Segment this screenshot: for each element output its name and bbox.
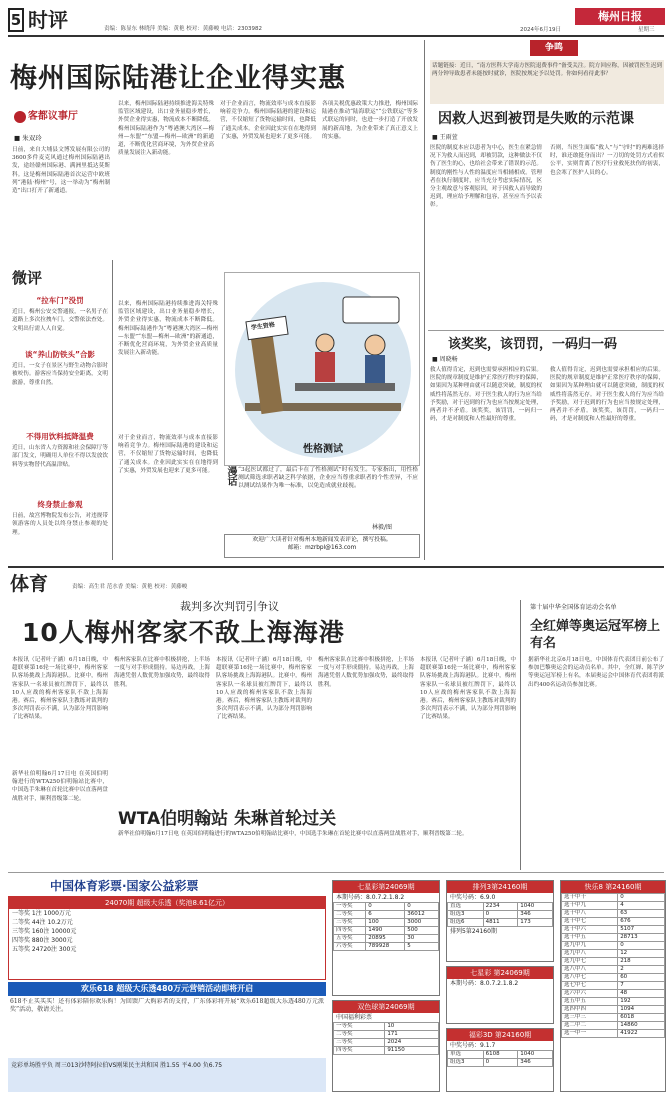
qxc2-numbers: 本期号码：8.0.7.2.1.8.2 (450, 980, 519, 987)
contact-box (224, 534, 420, 558)
editors-line: 责编：陈显东 林晓萍 美编：黄艳 校对：黄藤峻 电话：2303982 (104, 26, 262, 32)
sidebar-item (12, 500, 108, 562)
prize-row: 三等奖 160注 10000元 (12, 928, 77, 935)
masthead-logo: 梅州日报 (575, 8, 665, 25)
double-prize-table: 一等奖 10 二等奖 171 三等奖 2024 四等奖 91150 (333, 1022, 439, 1055)
sports-body: 梅州客家队在比赛中积极拼抢，上半场一度与对手形成僵持。易边再战，上海海港凭借人数优势加强攻势，最终取得胜利。 (318, 657, 414, 688)
article2-body: 救人值得肯定，迟到也需要承担相应的后果。医院的规章制度是维护正常医疗秩序的保障，如果因为某种理由就可以随意突破，制度的权威性将荡然无存。对于医生救人的行为应当给予奖励，对于迟到的行为也应当按规定处理，两者并不矛盾。该奖奖，该罚罚，一码归一码，才是对制度和人性最好的尊重。 (550, 367, 664, 423)
promo-result-text: 竞彩单场胜平负 周三013沙特阿拉伯VS刚果民主共和国 胜1.55 平4.00 负6.75 (11, 1062, 223, 1069)
lead-col2: 以来，梅州国际陆港持续推进海关特殊监管区域建设，出口业务量稳步增长，外贸企业得实惠，物流成本不断降低。梅州国际陆港作为“粤港澳大湾区—梅州—东盟”“东盟—梅州—欧洲”的新通道，不断优化营商环境，为外贸企业高质量发展注入新动能。 (118, 101, 214, 157)
header-weekday: 星期三 (638, 27, 655, 33)
promo-banner: 欢乐618 超级大乐透480万元营销活动即将开启 (8, 982, 326, 996)
lead-title: 梅州国际陆港让企业得实惠 (10, 63, 346, 94)
article2-author: ■ 周晓畅 (432, 356, 458, 363)
pl-box (446, 880, 554, 962)
double-zone: 中国福利彩票 (336, 1014, 373, 1021)
wta-body: 新华社伯明翰6月17日电 在英国伯明翰进行的WTA250伯明翰站比赛中，中国选手朱琳在首轮比赛中以直落两盘战胜对手，顺利晋级第二轮。 (118, 831, 468, 837)
zhengming-intro: 话题链接：近日，“南方医科大学南方医院退费事件”备受关注。院方回应称，因被罚医生迟到两分钟导致患者未能按时就诊，医院按规定予以处罚。你如何看待此事？ (430, 60, 664, 104)
sidebar-item-title: “拉车门”没罚 (36, 296, 84, 305)
sports-body: 本报讯（记者叶子涵）6月18日晚，中超联赛第16轮一场比赛中，梅州客家队客场挑战上海海港队。比赛中，梅州客家队一名球员被红牌罚下，最终以10人应战的梅州客家队不敌上海海港。赛后，梅州客家队主教练对裁判的多次判罚表示不满，认为部分判罚影响了比赛结果。 (420, 657, 516, 721)
prize-row: 二等奖 44注 10.2万元 (12, 919, 73, 926)
qxc2-header: 七星彩 第24069期 (447, 967, 553, 979)
sports-section-title: 体育 (10, 573, 49, 595)
wta-body: 新华社伯明翰6月17日电 在英国伯明翰进行的WTA250伯明翰站比赛中，中国选手朱琳在首轮比赛中以直落两盘战胜对手，顺利晋级第二轮。 (12, 771, 108, 802)
lead-continuation: 以来，梅州国际陆港持续推进海关特殊监管区域建设，出口业务量稳步增长，外贸企业得实惠，物流成本不断降低。梅州国际陆港作为“粤港澳大湾区—梅州—东盟”“东盟—梅州—欧洲”的新通道，不断优化营商环境，为外贸企业高质量发展注入新动能。 (118, 301, 218, 357)
pl3-header: 排列3第24160期 (447, 881, 553, 893)
qxc-box (332, 880, 440, 996)
cartoon-illustration (225, 273, 420, 466)
article1-body: 医院的制度本应以患者为中心，医生在紧急情况下为救人而迟到，却被罚款，这种做法不仅伤了医生的心，也给社会带来了错误的示范。制度的刚性与人性的温度应当相辅相成。管理者在执行制度时，应当充分考虑实际情况，区分主观故意与客观原因，对于因救人而导致的迟到，理应给予理解和包容，甚至应当予以表彰。 (430, 145, 542, 209)
column-badge (14, 110, 106, 126)
lead-author: ■ 朱双玲 (14, 134, 42, 142)
sports-editors: 责编：高生君 范水香 美编：黄艳 校对：黄藤峻 (72, 584, 188, 590)
article1-body: 否则，当医生面临“救人”与“守时”的两难选择时，谁还敢挺身而出？一刀切的处罚方式看似公平，实则背离了医疗行业救死扶伤的初衷，也会寒了医护人员的心。 (550, 145, 664, 176)
draw-header: 24070期 超级大乐透（奖池8.61亿元） (9, 897, 325, 909)
fc3d-table: 单选 6108 1040 组选3 0 346 (447, 1050, 553, 1067)
sidebar-item-body: 近日，梅州公安交警通报，一名男子在道路上多次拉拽车门，交警依法查处。文明出行需人人自觉。 (12, 309, 108, 332)
gavel-icon (14, 111, 26, 123)
double-header: 双色球第24069期 (333, 1001, 439, 1013)
sidebar-item-body: 日前，故宫博物院发布公告，对违规带领游客的人员处以终身禁止参观的处理。 (12, 513, 108, 536)
fc3d-header: 福彩3D 第24160期 (447, 1029, 553, 1041)
kl8-header: 快乐8 第24160期 (561, 881, 665, 893)
qxc-numbers: 本期号码：8.0.7.2.1.8.2 (336, 894, 405, 901)
article2-body: 救人值得肯定，迟到也需要承担相应的后果。医院的规章制度是维护正常医疗秩序的保障，如果因为某种理由就可以随意突破，制度的权威性将荡然无存。对于医生救人的行为应当给予奖励，对于迟到的行为也应当按规定处理，两者并不矛盾。该奖奖，该罚罚，一码归一码，才是对制度和人性最好的尊重。 (430, 367, 542, 423)
wta-headline: WTA伯明翰站 朱琳首轮过关 (118, 809, 337, 829)
cartoon-author: 林毅/图 (372, 524, 393, 531)
prize-row: 四等奖 880注 3000元 (12, 937, 73, 944)
sidebar-item-body: 近日，一女子在景区与野生动物合影时被咬伤。游客应当保持安全距离，文明旅游，尊重自然。 (12, 363, 108, 386)
sidebar-item-title: 谈“养山防铁头”合影 (25, 350, 95, 359)
sports-headline: 10人梅州客家不敌上海海港 (22, 618, 345, 647)
caption-label: 漫话 (225, 466, 236, 486)
fc3d-box (446, 1028, 554, 1092)
article1-author: ■ 王雨萱 (432, 134, 458, 141)
sidebar-item-title: 终身禁止参观 (37, 500, 83, 509)
article2-title: 该奖奖，该罚罚，一码归一码 (448, 337, 618, 352)
side-title: 全红婵等奥运冠军榜上有名 (530, 619, 661, 651)
kl8-table: 选十中十 0 选十中九 4 选十中八 63 选十中七 676 选十中六 5107 选十中五 28713 选九中九 0 选九中八 12 选九中七 218 选八中八 2 选八中七 60 选七中七 7 选六中六 48 选五中五 192 选四中四 1094 选三中三 6018 选二中二 14860 选一中一 41922 (561, 893, 665, 1038)
qxc-prize-table: 一等奖 0 0 二等奖 6 36012 三等奖 100 3000 四等奖 1490 500 五等奖 20895 30 六等奖 789928 5 (333, 902, 439, 951)
prize-row: 五等奖 24720注 300元 (12, 946, 77, 953)
sidebar-item (12, 432, 108, 494)
pl3-numbers: 中奖号码：6.9.0 (450, 894, 496, 901)
promo-text: 618不止买买买！还有体彩陪你欢乐购！为回馈广大购彩者的支持，广东体彩将开展“欢乐618超级大乐透480万元派奖”活动，敬请关注。 (10, 998, 324, 1014)
pl5-label: 排列5第24160期 (450, 928, 497, 935)
lead-col3: 对于企业而言，物流效率与成本直接影响着竞争力。梅州国际陆港的建设和运营，不仅缩短了货物运输时间，也降低了通关成本。企业因此实实在在地得到了实惠，外贸发展也迎来了更多可能。 (220, 101, 316, 140)
pl3-table: 直选 2234 1040 组选3 0 346 组选6 4811 173 (447, 902, 553, 927)
lead-continuation: 对于企业而言，物流效率与成本直接影响着竞争力。梅州国际陆港的建设和运营，不仅缩短了货物运输时间，也降低了通关成本。企业因此实实在在地得到了实惠，外贸发展也迎来了更多可能。 (118, 435, 218, 474)
sports-kicker: 裁判多次判罚引争议 (180, 600, 279, 613)
page-number-box: 5 (8, 8, 24, 32)
lead-col4: 各项关税优惠政策大力推进，梅州国际陆港在推动“陆海联运”“公铁联运”等多式联运的同时，也进一步打造了开放发展的新高地，为企业带来了真正意义上的实惠。 (322, 101, 418, 140)
lottery-table (8, 896, 326, 980)
sports-body: 本报讯（记者叶子涵）6月18日晚，中超联赛第16轮一场比赛中，梅州客家队客场挑战上海海港队。比赛中，梅州客家队一名球员被红牌罚下，最终以10人应战的梅州客家队不敌上海海港。赛后，梅州客家队主教练对裁判的多次判罚表示不满，认为部分判罚影响了比赛结果。 (12, 657, 108, 721)
sidebar-item (12, 350, 108, 428)
contact-text: 欢迎广大读者针对梅州本地新闻发表评论，撰写投稿。 (252, 537, 392, 543)
qxc-header: 七星彩第24069期 (333, 881, 439, 893)
section-title: 时评 (28, 8, 68, 32)
contact-email: 邮箱：mzrbpl@163.com (287, 544, 357, 551)
lead-col1: 日前，来自大埔县文博发展有限公司的3600多件麦克风通过梅州国际陆港出发，途经赣州国际港、满洲里抵达莫斯科。这是梅州国际陆港首次运营中欧班列“港陆·梅州”号，这一举动为“梅州制造”出口打开了新通道。 (12, 147, 110, 195)
header-date: 2024年6月19日 (520, 27, 561, 33)
double-box (332, 1000, 440, 1092)
cartoon-caption: “3起医试都过了，最后卡在了性格测试”时有发生。专家指出，用性格测试筛选求职者缺乏科学依据，企业应当尊重求职者的个性差异，不应以测试结果作为唯一标准，以免造成就业歧视。 (238, 467, 418, 490)
fc3d-numbers: 中奖号码：9.1.7 (450, 1042, 496, 1049)
sports-body: 梅州客家队在比赛中积极拼抢，上半场一度与对手形成僵持。易边再战，上海海港凭借人数优势加强攻势，最终取得胜利。 (114, 657, 210, 688)
zhengming-badge: 争鸣 (530, 40, 578, 56)
side-body: 据新华社北京6月18日电，中国体育代表团日前公布了参加巴黎奥运会的运动员名单。其中，全红婵、陈芋汐等奥运冠军榜上有名，本届奥运会中国体育代表团将派出约400名运动员参加比赛。 (528, 657, 664, 688)
article1-title: 因救人迟到被罚是失败的示范课 (438, 111, 634, 127)
sidebar-item-title: 不得用饮料抵降温费 (26, 432, 94, 441)
promo-result (8, 1058, 326, 1092)
cartoon-panel (224, 272, 420, 466)
sidebar-item-body: 近日，山东省人力资源和社会保障厅等部门发文，明确用人单位不得以发放饮料等实物替代高温津贴。 (12, 445, 108, 468)
prize-row: 一等奖 1注 1000万元 (12, 910, 71, 917)
kl8-box (560, 880, 666, 1092)
cartoon-title: 性格测试 (303, 444, 343, 455)
side-label: 第十届中华全国体育运动会名单 (530, 604, 617, 611)
column-label: 客都议事厅 (27, 111, 78, 122)
sidebar-title: 微评 (12, 269, 43, 287)
lottery-banner: 中国体育彩票·国家公益彩票 (50, 879, 199, 893)
sports-body: 本报讯（记者叶子涵）6月18日晚，中超联赛第16轮一场比赛中，梅州客家队客场挑战上海海港队。比赛中，梅州客家队一名球员被红牌罚下，最终以10人应战的梅州客家队不敌上海海港。赛后，梅州客家队主教练对裁判的多次判罚表示不满，认为部分判罚影响了比赛结果。 (216, 657, 312, 721)
sidebar-item (12, 296, 108, 356)
qxc2-box (446, 966, 554, 1024)
cartoon-sign: 学生资格 (250, 321, 276, 332)
